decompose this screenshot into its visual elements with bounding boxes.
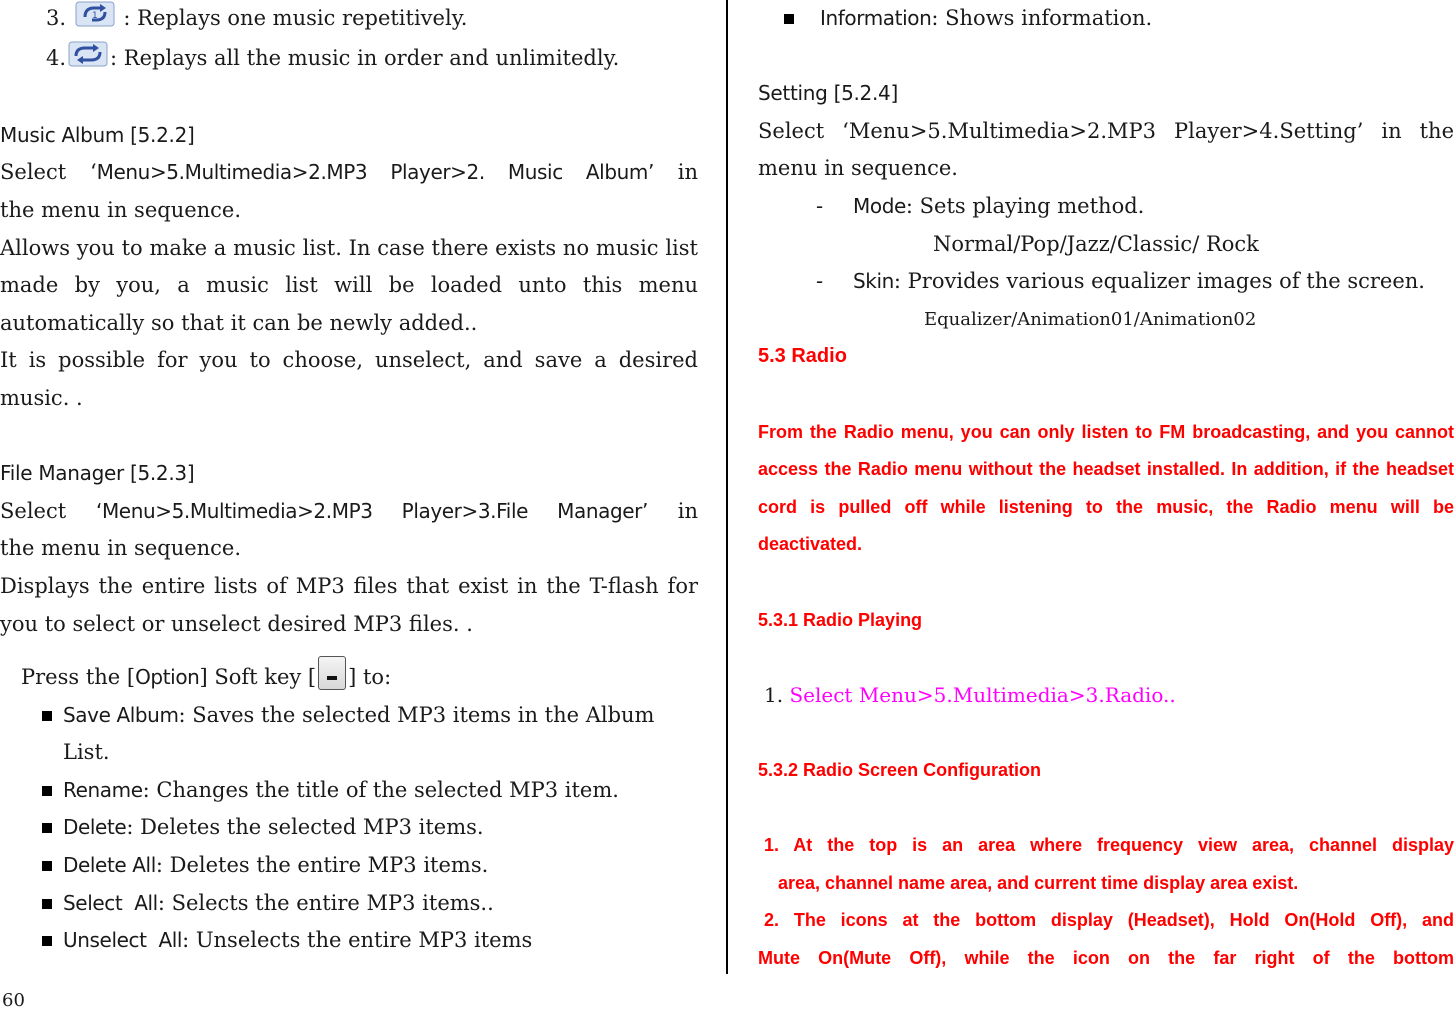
radio-section-title: 5.3 Radio (758, 345, 847, 368)
press-middle: ] Soft key [ (199, 665, 317, 690)
select-prefix: Select (0, 498, 96, 523)
select-suffix: in (653, 160, 698, 185)
press-suffix: ] to: (348, 665, 392, 690)
dash-marker: - (816, 269, 824, 294)
option-key-label: Option (135, 665, 200, 690)
list-item (0, 772, 698, 810)
option-text: : Selects the entire MP3 items.. (157, 890, 494, 915)
config-item-2-line-2: Mute On(Mute Off), while the icon on the far right of the bottom (758, 947, 1454, 968)
list-item (758, 0, 1454, 38)
repeat-one-text: : Replays one music repetitively. (116, 6, 468, 30)
music-album-path: Menu>5.Multimedia>2.MP3 Player>2. Music Album’ (96, 160, 654, 185)
repeat-all-icon (68, 41, 108, 80)
file-manager-path: ‘Menu>5.Multimedia>2.MP3 Player>3.File Manager’ (95, 498, 648, 523)
information-label: Information (820, 6, 932, 30)
list-item (0, 885, 698, 923)
option-label: Delete (63, 815, 127, 840)
repeat-one-icon (75, 1, 115, 40)
dash-marker: - (816, 193, 824, 218)
soft-key-icon (318, 656, 346, 690)
config-item-1-line-1: 1. At the top is an area where frequency view area, channel display (764, 835, 1454, 856)
page-number: 60 (2, 990, 25, 1011)
option-label: Unselect All (63, 928, 183, 953)
press-prefix: Press the [ (21, 665, 136, 690)
list-item (0, 809, 698, 847)
select-suffix: in (647, 498, 698, 523)
skin-item (758, 263, 1454, 301)
right-column (758, 0, 1454, 977)
repeat-all-text: : Replays all the music in order and unlimitedly. (110, 45, 620, 70)
step-text: Select Menu>5.Multimedia>3.Radio.. (789, 682, 1176, 707)
radio-playing-step (758, 677, 1454, 715)
left-column (0, 0, 698, 960)
information-text: : Shows information. (931, 6, 1153, 30)
mode-text: : Sets playing method. (905, 193, 1145, 218)
setting-select-cont: menu in sequence. (758, 156, 958, 181)
square-bullet-icon (42, 786, 52, 796)
music-album-select-line (0, 154, 698, 192)
file-manager-desc: Displays the entire lists of MP3 files that exist in the T-flash for you to select or unselect desired MP3 files. . (0, 573, 698, 636)
step-number: 1. (764, 682, 784, 707)
option-text: : Deletes the selected MP3 items. (126, 815, 484, 840)
square-bullet-icon (784, 14, 794, 24)
option-label: Rename (63, 777, 143, 802)
list-item (0, 922, 698, 960)
config-item-1-line-2: area, channel name area, and current time display area exist. (778, 872, 1299, 893)
mode-label: Mode (853, 193, 906, 218)
select-prefix: Select ‘ (0, 160, 97, 185)
setting-select-line: Select ‘Menu>5.Multimedia>2.MP3 Player>4.Setting’ in the (758, 118, 1454, 143)
file-manager-select-line (0, 493, 698, 531)
option-text: : Unselects the entire MP3 items (182, 928, 533, 953)
column-divider (726, 0, 728, 974)
skin-text: : Provides various equalizer images of the screen. (893, 269, 1425, 294)
repeat-all-line (0, 40, 698, 80)
press-option-line (0, 656, 698, 697)
setting-heading: Setting [5.2.4] (758, 81, 898, 106)
mode-values: Normal/Pop/Jazz/Classic/ Rock (933, 231, 1259, 256)
svg-text:1: 1 (91, 11, 98, 21)
option-list (0, 697, 698, 960)
radio-playing-heading: 5.3.1 Radio Playing (758, 609, 923, 630)
option-text: : Deletes the entire MP3 items. (155, 853, 489, 878)
skin-values: Equalizer/Animation01/Animation02 (924, 308, 1257, 330)
music-album-heading: Music Album [5.2.2] (0, 122, 195, 147)
option-label: Save Album (63, 702, 179, 727)
information-list (758, 0, 1454, 38)
file-manager-heading: File Manager [5.2.3] (0, 461, 195, 486)
config-item-2-line-1: 2. The icons at the bottom display (Headset), Hold On(Hold Off), and (764, 910, 1454, 931)
square-bullet-icon (42, 899, 52, 909)
mode-item (758, 188, 1454, 226)
radio-intro: From the Radio menu, you can only listen to FM broadcasting, and you cannot access the Radio menu without the headset installed. In addition, if the headset cord is pulled off while listening to the music, the Radio menu will be deactivated. (758, 421, 1454, 555)
file-manager-select-cont: the menu in sequence. (0, 536, 242, 561)
option-label: Select All (63, 890, 158, 915)
option-text: : Saves the selected MP3 items in the Album List. (63, 702, 655, 765)
repeat-one-number: 3. (46, 6, 67, 30)
square-bullet-icon (42, 936, 52, 946)
music-album-select-cont: the menu in sequence. (0, 197, 242, 222)
square-bullet-icon (42, 823, 52, 833)
square-bullet-icon (42, 861, 52, 871)
option-text: : Changes the title of the selected MP3 item. (142, 777, 619, 802)
repeat-one-line (0, 0, 698, 40)
music-album-desc-2: It is possible for you to choose, unselect, and save a desired music. . (0, 348, 698, 410)
repeat-all-number: 4. (46, 45, 67, 70)
music-album-desc-1: Allows you to make a music list. In case there exists no music list made by you, a music list will be loaded unto this menu automatically so that it can be newly added.. (0, 235, 698, 335)
radio-config-heading: 5.3.2 Radio Screen Configuration (758, 759, 1042, 780)
list-item (0, 697, 698, 772)
list-item (0, 847, 698, 885)
option-label: Delete All (63, 853, 156, 878)
square-bullet-icon (42, 711, 52, 721)
skin-label: Skin (853, 269, 894, 294)
